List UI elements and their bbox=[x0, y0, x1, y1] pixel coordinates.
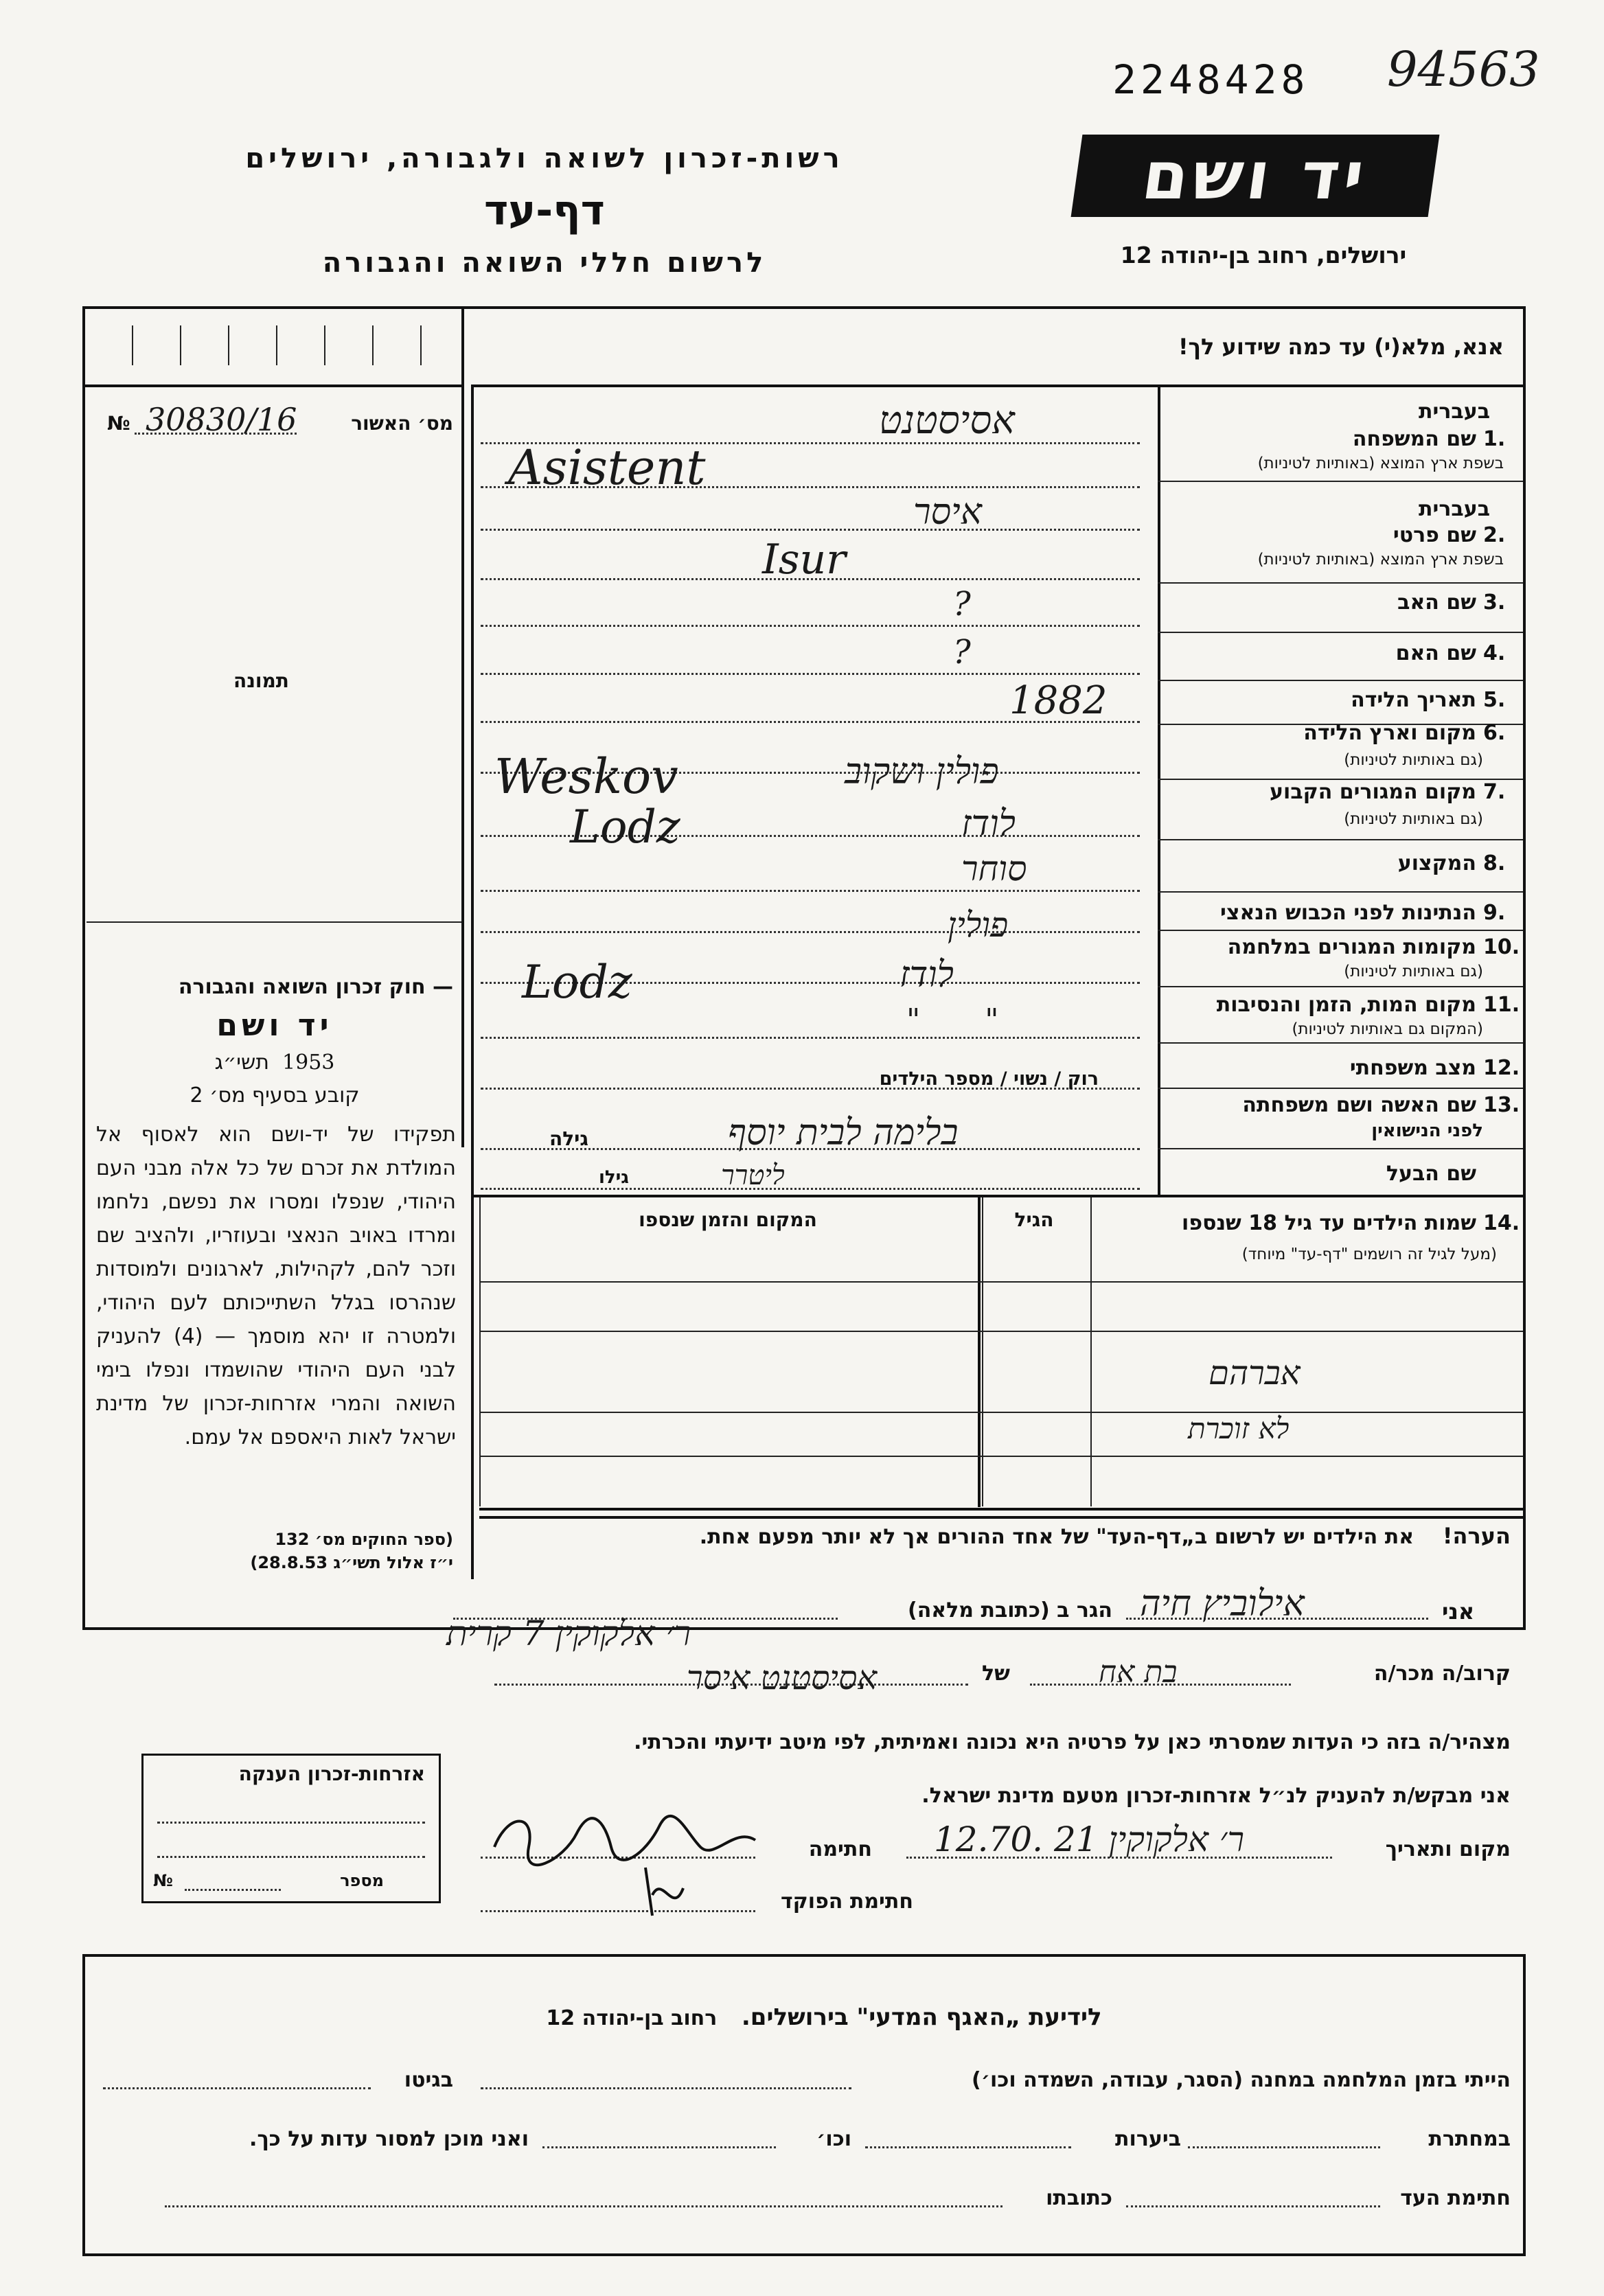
field-5-number: 5. bbox=[1483, 688, 1506, 712]
field-1-number: 1. bbox=[1483, 427, 1506, 451]
relation-label: קרוב/ה מכר/ה bbox=[1373, 1662, 1511, 1686]
photo-label: תמונה bbox=[233, 669, 289, 692]
field-13-label: שם האשה ושם משפחתה bbox=[1242, 1093, 1476, 1117]
approval-number-symbol: № bbox=[107, 412, 130, 435]
declarant-signature bbox=[481, 1806, 769, 1874]
residence-latin-value: Lodz bbox=[570, 801, 680, 853]
footer-address: רחוב בן-יהודה 12 bbox=[546, 2006, 718, 2030]
field-3-number: 3. bbox=[1483, 590, 1506, 615]
field-14-number: 14. bbox=[1483, 1211, 1520, 1235]
memorial-citizenship-box bbox=[141, 1754, 441, 1903]
surname-hebrew-value: אסיסטנט bbox=[879, 398, 1015, 443]
field-7-number: 7. bbox=[1483, 780, 1506, 804]
mother-name-value: ? bbox=[953, 633, 971, 671]
relation-value: בת אח bbox=[1099, 1655, 1178, 1690]
signature-label: חתימה bbox=[808, 1837, 872, 1861]
residence-hebrew-value: לודז bbox=[961, 803, 1016, 845]
footer-etc-label: וכו׳ bbox=[816, 2127, 851, 2151]
intro-instruction: אנא, מלא(י) עד כמה שידוע לך! bbox=[1178, 334, 1504, 360]
surname-latin-value: Asistent bbox=[508, 439, 706, 496]
children-place-header: המקום והזמן שנספו bbox=[639, 1208, 817, 1231]
field-12-label: מצב משפחתי bbox=[1349, 1056, 1476, 1080]
children-label: שמות הילדים עד גיל 18 שנספו bbox=[1182, 1211, 1476, 1235]
death-place-value: " " bbox=[906, 1002, 1027, 1037]
certificate-number-label: מספר bbox=[340, 1871, 384, 1890]
field-4-label: שם האם bbox=[1395, 641, 1476, 665]
place-date-value: ר׳ אלקוקין 21 .12.70 bbox=[934, 1819, 1245, 1859]
declarant-address-value: ר׳ אלקוקין 7 קרית bbox=[446, 1614, 691, 1653]
tick-strip bbox=[87, 325, 457, 365]
field-9-label: הנתינות לפני הכבוש הנאצי bbox=[1220, 901, 1476, 925]
wartime-residence-latin-value: Lodz bbox=[522, 956, 632, 1009]
field-8-number: 8. bbox=[1483, 851, 1506, 875]
first-name-hebrew-value: איסר bbox=[913, 492, 982, 533]
field-8-label: המקצוע bbox=[1397, 851, 1476, 875]
field-7-sub: (גם באותיות לטיניות) bbox=[1344, 810, 1483, 828]
declaration-request: אני מבקש/ת להעניק לנ״ל אזרחות-זכרון מטעם מדינת ישראל. bbox=[921, 1784, 1511, 1808]
footer-camp-line: הייתי בזמן המלחמה במחנה (הסגר, עבודה, השמדה וכו׳) bbox=[972, 2068, 1511, 2092]
footer-heading bbox=[412, 2004, 1236, 2031]
footer-witness-signature-label: חתימת העד bbox=[1400, 2186, 1511, 2210]
birth-place-hebrew-value: פולין ושקוב bbox=[845, 751, 999, 792]
declarant-name-value: אילוביץ חיה bbox=[1140, 1583, 1305, 1625]
birth-place-latin-value: Weskov bbox=[494, 748, 678, 805]
place-date-label: מקום ותאריך bbox=[1385, 1837, 1511, 1861]
marital-status-options: רוק / נשוי / מספר הילדים bbox=[879, 1068, 1099, 1090]
serial-number: 2248428 bbox=[1112, 56, 1309, 103]
husband-name-value: ליטרר bbox=[721, 1160, 785, 1191]
field-10-sub: (גם באותיות לטיניות) bbox=[1344, 963, 1483, 980]
children-sub: (מעל לגיל זה רושמים "דף-עד" מיוחד) bbox=[1241, 1245, 1497, 1263]
footer-hiding-label: במחתרת bbox=[1428, 2127, 1511, 2151]
note-label: הערה! bbox=[1442, 1523, 1511, 1549]
approval-label: מס׳ האשור bbox=[351, 412, 453, 435]
children-age-header: הגיל bbox=[1014, 1208, 1054, 1231]
officer-signature bbox=[632, 1854, 700, 1929]
field-1-lang: בעברית bbox=[1419, 400, 1490, 424]
field-2-sub: בשפת ארץ המוצא (באותיות לטיניות) bbox=[1257, 551, 1504, 569]
of-label: של bbox=[982, 1662, 1010, 1686]
field-2-number: 2. bbox=[1483, 523, 1506, 547]
field-13-sub: לפני הנישואין bbox=[1371, 1121, 1483, 1141]
certificate-box-title: אזרחות-זכרון הענקה bbox=[238, 1763, 425, 1785]
resident-label: הגר ב (כתובת מלאה) bbox=[907, 1598, 1112, 1622]
first-name-latin-value: Isur bbox=[762, 536, 846, 584]
handwritten-file-number: 94563 bbox=[1387, 41, 1540, 97]
father-name-value: ? bbox=[953, 585, 971, 623]
footer-title: לידיעת „האגף המדעי" בירושלים. bbox=[741, 2004, 1102, 2031]
field-10-label: מקומות המגורים במלחמה bbox=[1227, 935, 1476, 959]
child-2-name: לא זוכרת bbox=[1188, 1412, 1290, 1445]
declaration-ani: אני bbox=[1442, 1598, 1475, 1625]
field-12-number: 12. bbox=[1483, 1056, 1520, 1080]
approval-number: 30830/16 bbox=[146, 401, 297, 438]
field-5-label: תאריך הלידה bbox=[1351, 688, 1476, 712]
field-6-number: 6. bbox=[1483, 721, 1506, 745]
footer-ghetto-label: בגיטו bbox=[404, 2068, 453, 2092]
profession-value: סוחר bbox=[961, 849, 1027, 888]
declaration-statement: מצהיר/ה בזה כי העדות שמסרתי כאן על פרטיה היא נכונה ואמיתית, לפי מיטב ידיעתי והכרתי. bbox=[634, 1730, 1511, 1754]
field-9-number: 9. bbox=[1483, 901, 1506, 925]
field-11-label: מקום המות, הזמן והנסיבות bbox=[1216, 993, 1476, 1017]
law-section: קובע בסעיף מס׳ 2 bbox=[190, 1083, 360, 1107]
law-source-date: י״ז אלול תשי״ג 28.8.53) bbox=[250, 1553, 453, 1572]
wife-age-label: גילה bbox=[549, 1127, 588, 1150]
form-title: דף-עד bbox=[484, 187, 605, 235]
field-1-sub: בשפת ארץ המוצא (באותיות לטיניות) bbox=[1257, 455, 1504, 472]
wartime-residence-hebrew-value: לודז bbox=[900, 954, 954, 996]
authority-title: רשות-זכרון לשואה ולגבורה, ירושלים bbox=[245, 143, 844, 174]
deceased-reference-value: אסיסטנט איסר bbox=[687, 1659, 878, 1697]
field-2-lang: בעברית bbox=[1419, 497, 1490, 521]
footer-address-label: כתובתו bbox=[1046, 2186, 1112, 2210]
law-source: (ספר החוקים מס׳ 132 bbox=[275, 1530, 453, 1549]
officer-signature-label: חתימת הפוקד bbox=[781, 1890, 913, 1914]
field-11-sub: (המקום גם באותיות לטיניות) bbox=[1292, 1020, 1483, 1038]
note-text: את הילדים יש לרשום ב„דף-העד" של אחד ההורים אך לא יותר מפעם אחת. bbox=[699, 1525, 1414, 1549]
field-13-number: 13. bbox=[1483, 1093, 1520, 1117]
husband-age-label: גילו bbox=[599, 1167, 629, 1188]
certificate-number-symbol: № bbox=[153, 1871, 173, 1890]
field-1-label: שם המשפחה bbox=[1352, 427, 1476, 451]
wife-name-value: בלימה לבית יוסף bbox=[728, 1112, 959, 1153]
field-7-label: מקום המגורים הקבוע bbox=[1270, 780, 1476, 804]
field-2-label: שם פרטי bbox=[1393, 523, 1476, 547]
header-address: ירושלים, רחוב בן-יהודה 12 bbox=[1120, 242, 1407, 268]
field-3-label: שם האב bbox=[1397, 590, 1476, 615]
citizenship-value: פולין bbox=[948, 905, 1009, 945]
children-note bbox=[481, 1523, 1511, 1549]
law-text: תפקידו של יד-ושם הוא לאסוף אל המולדת את זכרם של כל אלה מבני העם היהודי, שנפלו ומסרו את נפשם, נלחמו ומרדו באויב הנאצי ובעוזריו, ולהציב שם וזכר להם, לקהילות, לארגונים ולמוסדות שנהרסו בגלל השתייכותם לעם היהודי, ולמטרה זו יהא מוסמך — (4) להעניק לבני העם היהודי שהושמדו ונפלו בימי השואה והמרי אזרחות-זכרון של מדינת ישראל לאות היאספם אל עמם. bbox=[96, 1123, 456, 1449]
law-name: יד ושם bbox=[216, 1008, 333, 1043]
form-subtitle: לרשום חללי השואה והגבורה bbox=[322, 247, 767, 279]
field-6-sub: (גם באותיות לטיניות) bbox=[1344, 751, 1483, 769]
child-1-name: אברהם bbox=[1208, 1354, 1301, 1392]
husband-name-label: שם הבעל bbox=[1386, 1162, 1476, 1186]
footer-ready-label: ואני מוכן למסור עדות על כך. bbox=[249, 2127, 529, 2151]
field-6-label: מקום וארץ הלידה bbox=[1303, 721, 1476, 745]
footer-forests-label: ביערות bbox=[1115, 2127, 1181, 2151]
yad-vashem-logo: יד ושם bbox=[1071, 135, 1440, 217]
law-heading: — חוק זכרון השואה והגבורה bbox=[178, 975, 453, 999]
field-10-number: 10. bbox=[1483, 935, 1520, 959]
field-4-number: 4. bbox=[1483, 641, 1506, 665]
field-11-number: 11. bbox=[1483, 993, 1520, 1017]
birth-date-value: 1882 bbox=[1009, 678, 1108, 723]
law-year: תשי״ג 1953 bbox=[214, 1051, 335, 1075]
